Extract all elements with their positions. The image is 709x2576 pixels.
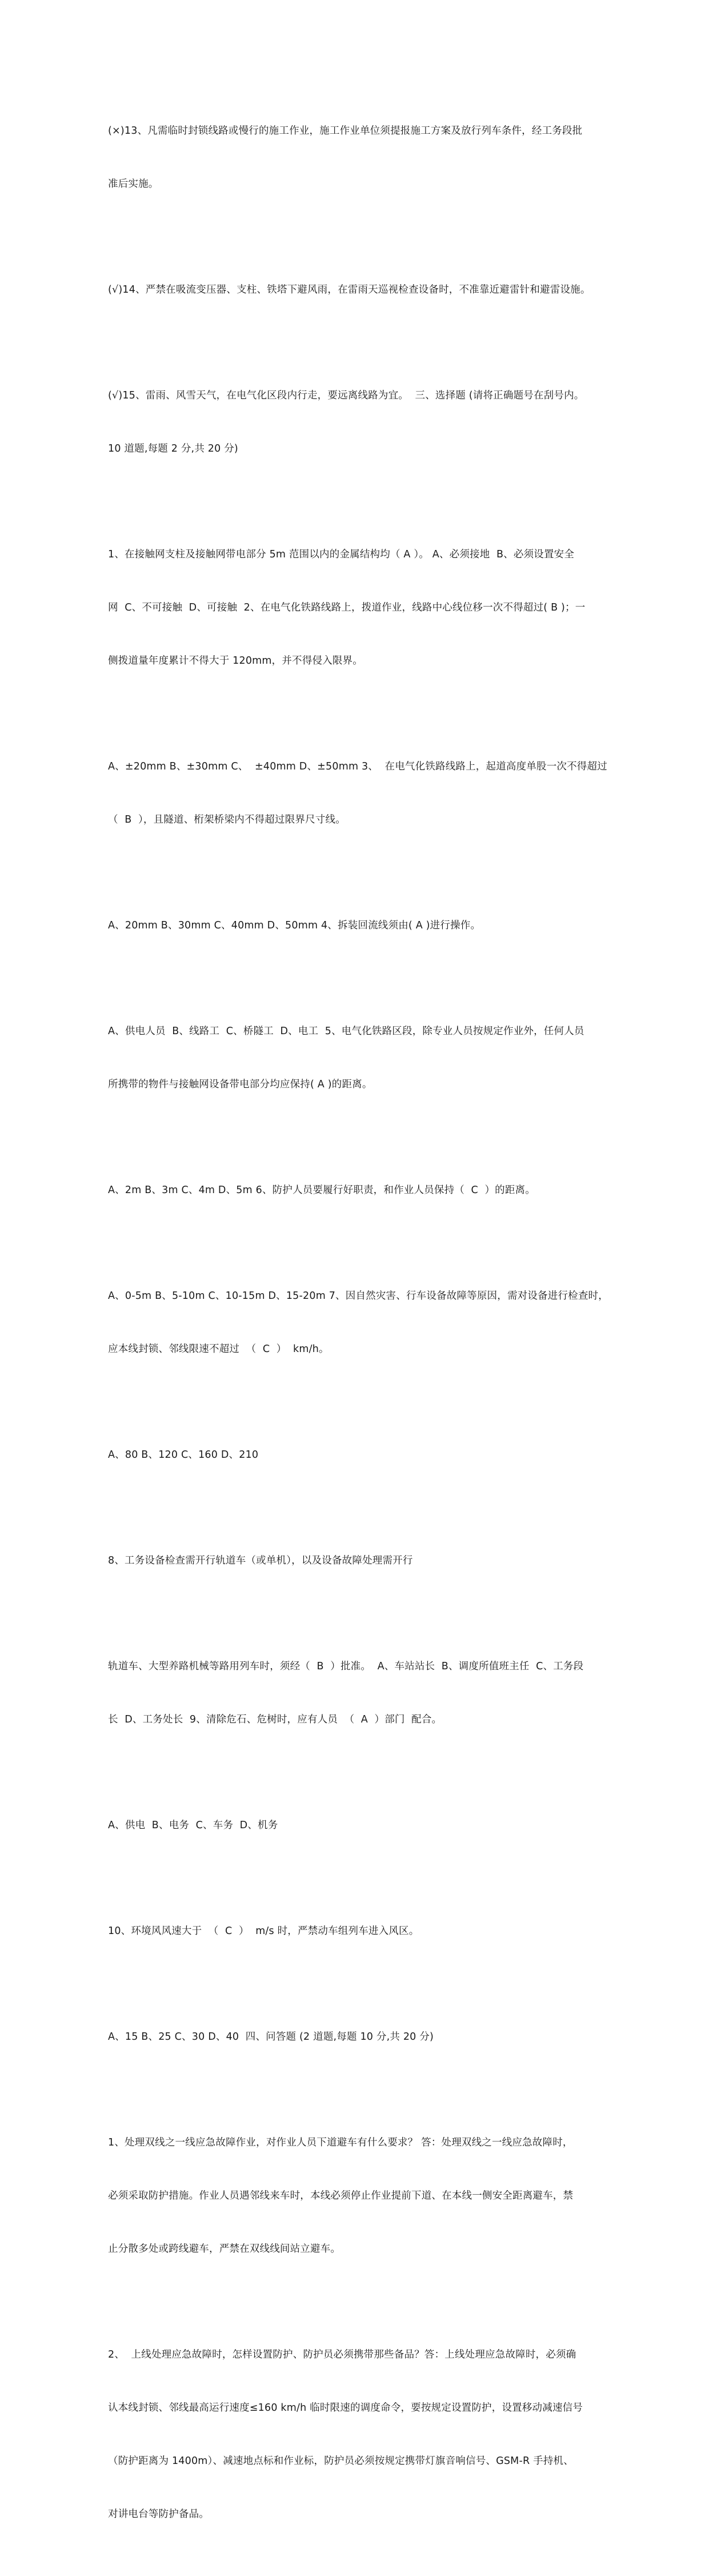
text-line: （ B ），且隧道、桁架桥梁内不得超过限界尺寸线。 [108,814,346,826]
text-line: (√)14、严禁在吸流变压器、支柱、铁塔下避风雨，在雷雨天巡视检查设备时，不准靠近避雷针和避雷设施。 [108,284,591,296]
text-line: A、供电人员 B、线路工 C、桥隧工 D、电工 5、电气化铁路区段，除专业人员按规定作业外，任何人员 [108,1026,584,1037]
text-line: (×)13、凡需临时封锁线路或慢行的施工作业，施工作业单位须提报施工方案及放行列车条件，经工务段批 [108,125,583,137]
paragraph-q15-section3 [108,352,605,493]
text-line: 10、环境风风速大于 （ C ） m/s 时，严禁动车组列车进入风区。 [108,1925,419,1937]
text-line: 1、在接触网支柱及接触网带电部分 5m 范围以内的金属结构均（ A ）。 A、必须接地 B、必须设置安全 [108,549,575,560]
text-line: 所携带的物件与接触网设备带电部分均应保持( A )的距离。 [108,1079,372,1090]
paragraph-choice-9-options [108,1781,605,1870]
text-line: A、80 B、120 C、160 D、210 [108,1449,259,1461]
text-line: 2、 上线处理应急故障时，怎样设置防护、防护员必须携带那些备品？答：上线处理应急故障时，必须确 [108,2349,576,2360]
text-line: 8、工务设备检查需开行轨道车（或单机），以及设备故障处理需开行 [108,1555,413,1566]
paragraph-choice-4-5 [108,987,605,1129]
text-line: 10 道题,每题 2 分,共 20 分) [108,443,238,454]
paragraph-choice-5-6 [108,1146,605,1235]
paragraph-choice-8 [108,1517,605,1605]
paragraph-q14 [108,246,605,334]
paragraph-choice-1-2 [108,511,605,705]
text-line: (√)15、雷雨、风雪天气，在电气化区段内行走，要远离线路为宜。 三、选择题 (请将正确题号在刮号内。 [108,390,584,401]
text-line: A、15 B、25 C、30 D、40 四、问答题 (2 道题,每题 10 分,共 20 分) [108,2031,434,2043]
paragraph-answer-1 [108,2099,605,2294]
text-line: 轨道车、大型养路机械等路用列车时，须经（ B ）批准。 A、车站站长 B、调度所值班主任 C、工务段 [108,1661,584,1672]
paragraph-choice-10-section4 [108,1993,605,2081]
text-line: 网 C、不可接触 D、可接触 2、在电气化铁路线路上，拨道作业，线路中心线位移一次不得超过( B )；一 [108,602,586,613]
text-line: 应本线封锁、邻线限速不超过 （ C ） km/h。 [108,1343,329,1355]
paragraph-choice-10 [108,1887,605,1976]
text-line: 长 D、工务处长 9、清除危石、危树时，应有人员 （ A ）部门 配合。 [108,1714,442,1725]
paragraph-choice-8-9 [108,1622,605,1764]
text-line: 准后实施。 [108,178,159,190]
document-body [108,87,608,2576]
paragraph-choice-6-7 [108,1252,608,1394]
paragraph-choice-7-options [108,1411,605,1500]
text-line: 止分散多处或跨线避车，严禁在双线线间站立避车。 [108,2243,341,2255]
text-line: A、供电 B、电务 C、车务 D、机务 [108,1820,278,1831]
text-line: 1、处理双线之一线应急故障作业，对作业人员下道避车有什么要求？ 答：处理双线之一线应急故障时， [108,2137,573,2148]
paragraph-choice-3-4 [108,882,605,970]
paragraph-answer-2 [108,2311,605,2559]
text-line: 认本线封锁、邻线最高运行速度≤160 km/h 临时限速的调度命令，要按规定设置防护，设置移动减速信号 [108,2402,583,2414]
text-line: 侧拨道量年度累计不得大于 120mm，并不得侵入限界。 [108,655,363,667]
paragraph-choice-2-3 [108,723,605,864]
text-line: 必须采取防护措施。作业人员遇邻线来车时，本线必须停止作业提前下道、在本线一侧安全距离避车，禁 [108,2190,574,2202]
text-line: A、±20mm B、±30mm C、 ±40mm D、±50mm 3、 在电气化铁路线路上，起道高度单股一次不得超过 [108,761,607,772]
paragraph-q13 [108,87,605,229]
text-line: A、0-5m B、5-10m C、10-15m D、15-20m 7、因自然灾害、行车设备故障等原因，需对设备进行检查时， [108,1290,608,1302]
text-line: A、2m B、3m C、4m D、5m 6、防护人员要履行好职责，和作业人员保持（ C ）的距离。 [108,1185,535,1196]
text-line: （防护距离为 1400m）、减速地点标和作业标，防护员必须按规定携带灯旗音响信号、GSM-R 手持机、 [108,2455,574,2467]
text-line: A、20mm B、30mm C、40mm D、50mm 4、拆装回流线须由( A )进行操作。 [108,920,481,931]
text-line: 对讲电台等防护备品。 [108,2509,209,2520]
